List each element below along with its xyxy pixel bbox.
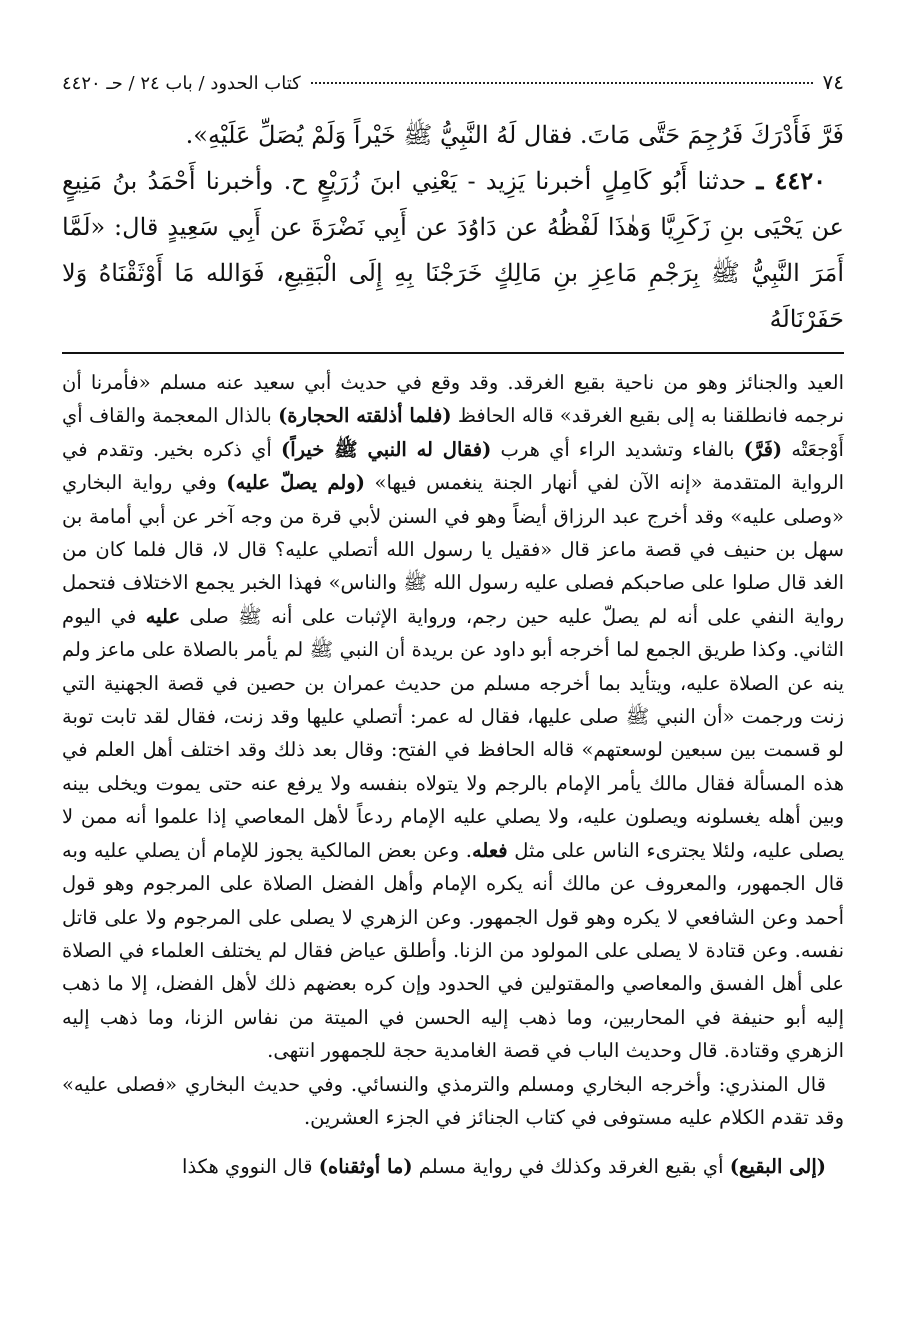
hadith-text [62,112,844,342]
commentary-text: بالذال المعجمة والقاف أي أَوْجعَتْه [62,404,844,461]
commentary-text: . وعن بعض المالكية يجوز للإمام أن يصلي عليه وبه قال الجمهور، والمعروف عن مالك أنه يكره الإمام وأهل الفضل الصلاة على المرجوم وهو قول أحمد وعن الشافعي لا يكره وهو قول الجمهور. وعن الزهري لا يصلى على المرجوم ولا على قاتل نفسه. وعن قتادة لا يصلى على المولود من الزنا. وأطلق عياض فقال لم يختلف العلماء في الصلاة على أهل الفسق والمعاصي والمقتولين في الحدود وإن كره بعضهم ذلك لأهل الفضل، إلا ما ذهب إليه أبو حنيفة في المحاربين، وما ذهب إليه الحسن في الميتة من نفاس الزنا، وما ذهب إليه الزهري وقتادة. قال وحديث الباب في قصة الغامدية حجة للجمهور انتهى. [62,838,844,1063]
commentary-paragraph-1 [62,366,844,1068]
commentary [62,366,844,1184]
hadith-continuation: فَرَّ فَأَدْرَكَ فَرُجِمَ حَتَّى مَاتَ. فقال لَهُ النَّبِيُّ ﷺ خَيْراً وَلَمْ يُصَلِّ عَلَيْهِ». [185,121,844,149]
commentary-text: وفي رواية البخاري «وصلى عليه» وقد أخرج عبد الرزاق أيضاً وهو في السنن لأبي قرة من وجه آخر عن أبي أمامة بن سهل بن حنيف في قصة ماعز قال «فقيل يا رسول الله أتصلي عليه؟ قال لا، قال فلما كان من الغد قال صلوا على صاحبكم فصلى عليه رسول الله ﷺ والناس» فهذا الخبر يجمع الاختلاف فتحمل رواية النفي على أنه لم يصلّ عليه حين رجم، ورواية الإثبات على أنه ﷺ صلى [62,471,844,628]
footnote-separator [62,352,844,354]
commentary-lemma: (ولم يصلّ عليه) [226,471,365,495]
running-header [62,70,844,110]
header-dotted-leader [311,82,813,84]
commentary-lemma: فعله [471,838,508,862]
commentary-text: قال النووي هكذا [182,1155,319,1179]
header-title: كتاب الحدود / باب ٢٤ / حـ ٤٤٢٠ [62,73,301,94]
hadith-body: حدثنا أَبُو كَامِلٍ أخبرنا يَزِيد - يَعْنِي ابنَ زُرَيْعٍ ح. وأخبرنا أَحْمَدُ بنُ مَنِيعٍ عن يَحْيَى بنِ زَكَرِيَّا وَهٰذَا لَفْظُهُ عن دَاوُدَ عن أَبِي نَضْرَةَ عن أَبِي سَعِيدٍ قال: «لَمَّا أَمَرَ النَّبِيُّ ﷺ بِرَجْمِ مَاعِزِ بنِ مَالِكٍ خَرَجْنَا بِهِ إِلَى الْبَقِيعِ، فَوَالله مَا أَوْثَقْنَاهُ وَلا حَفَرْنَالَهُ [62,167,844,333]
commentary-lemma: (فلما أذلقته الحجارة) [278,404,452,428]
commentary-paragraph-3 [62,1150,844,1183]
commentary-lemma: (ما أوثقناه) [318,1155,413,1179]
commentary-text: أي ذكره بخير. وتقدم في الرواية المتقدمة «إنه الآن لفي أنهار الجنة ينغمس فيها» [62,437,844,495]
commentary-lemma: (فَرَّ) [743,437,783,461]
commentary-lemma: (فقال له النبي ﷺ خيراً) [281,437,492,461]
commentary-paragraph-2: قال المنذري: وأخرجه البخاري ومسلم والترمذي والنسائي. وفي حديث البخاري «فصلى عليه» وقد تقدم الكلام عليه مستوفى في كتاب الجنائز في الجزء العشرين. [62,1072,844,1129]
hadith-paragraph [62,158,844,342]
book-page [62,70,844,1184]
page-number: ٧٤ [822,70,844,94]
commentary-lemma: عليه [145,604,181,628]
commentary-text: في اليوم الثاني. وكذا طريق الجمع لما أخرجه أبو داود عن بريدة أن النبي ﷺ لم يأمر بالصلاة على ماعز ولم ينه عن الصلاة عليه، ويتأيد بما أخرجه مسلم من حديث عمران بن حصين في قصة الجهنية التي زنت ورجمت «أن النبي ﷺ صلى عليها، فقال له عمر: أتصلي عليها وقد زنت، فقال لقد تابت توبة لو قسمت بين سبعين لوسعتهم» قاله الحافظ في الفتح: وقال بعد ذلك وقد اختلف أهل العلم في هذه المسألة فقال مالك يأمر الإمام بالرجم ولا يتولاه بنفسه ولا يرفع عنه حتى يموت ويخلى بينه وبين أهله يغسلونه ويصلون عليه، ولا يصلي عليه الإمام ردعاً لأهل المعاصي إذا علموا أنه ممن لا يصلى عليه، ولئلا يجترىء الناس على مثل [62,604,844,862]
commentary-lemma: (إلى البقيع) [729,1155,826,1179]
commentary-text: بالفاء وتشديد الراء أي هرب [491,437,744,461]
commentary-text: أي بقيع الغرقد وكذلك في رواية مسلم [412,1155,730,1179]
commentary-text: العيد والجنائز وهو من ناحية بقيع الغرقد. وقد وقع في حديث أبي سعيد عنه مسلم «فأمرنا أن نرجمه فانطلقنا به إلى بقيع الغرقد» قاله الحافظ [62,371,845,428]
hadith-number: ٤٤٢٠ ـ [756,166,826,195]
